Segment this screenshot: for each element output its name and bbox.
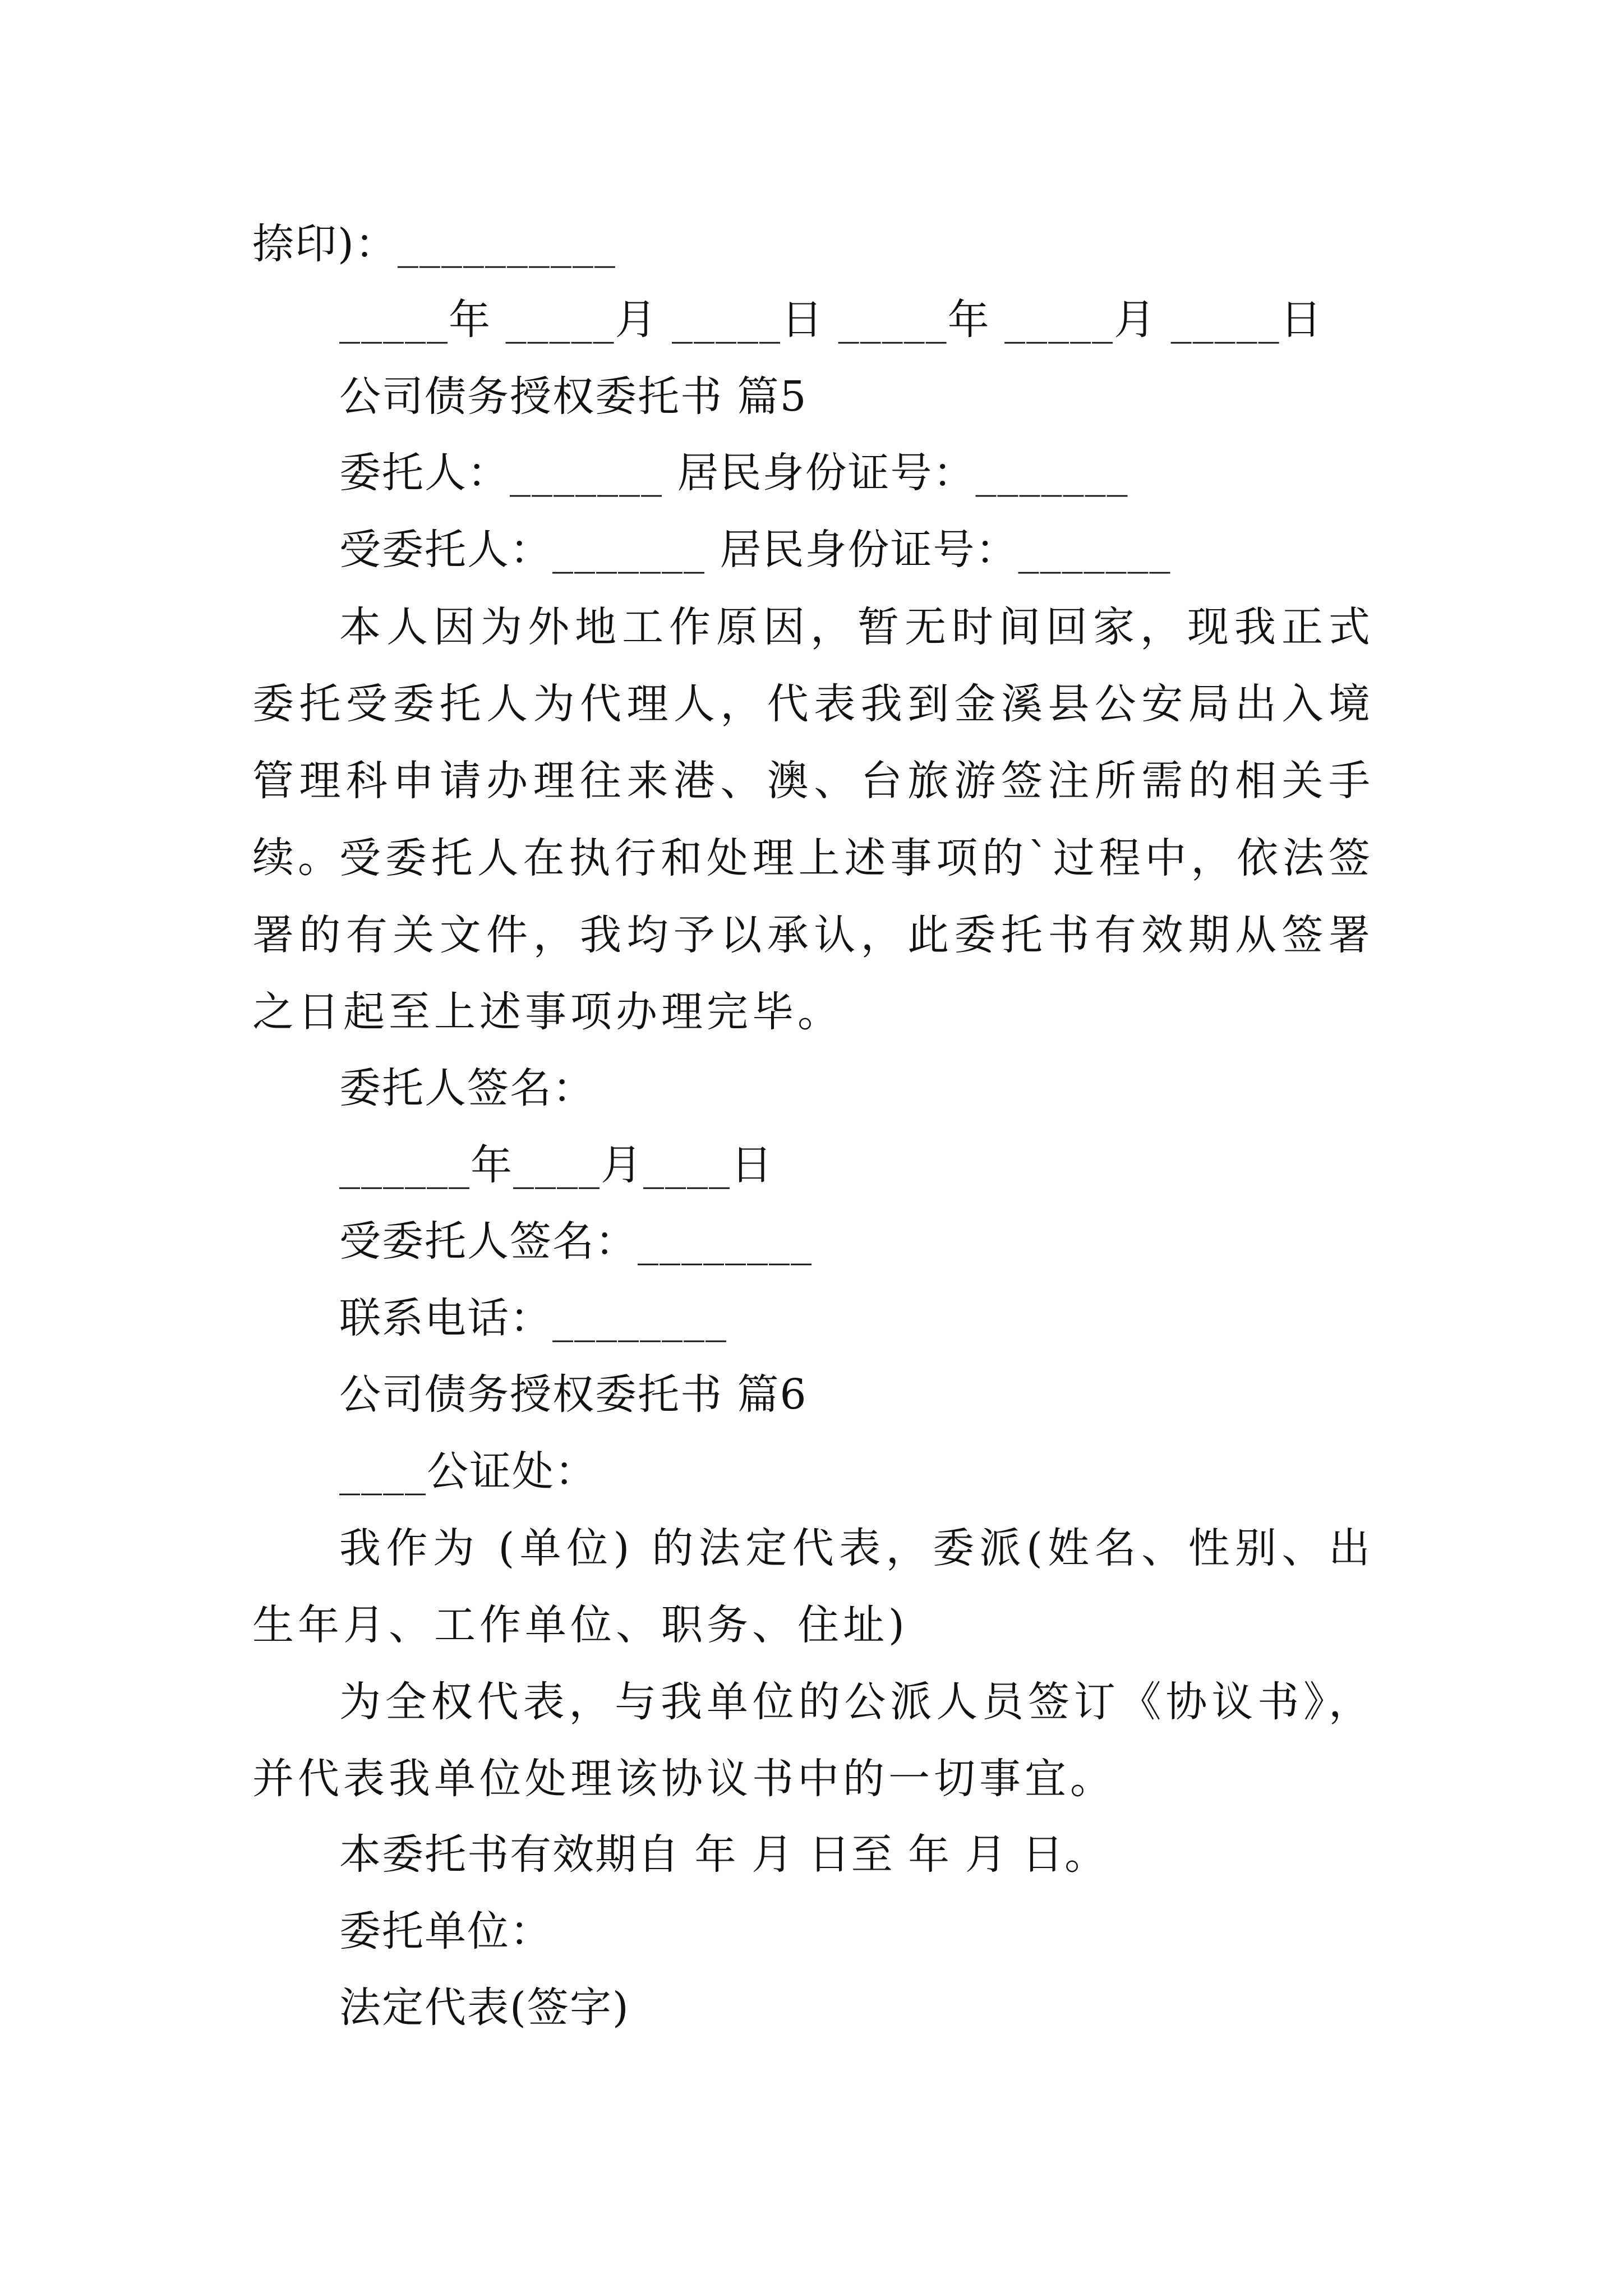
phone-line: 联系电话：________	[339, 1294, 727, 1342]
section-title-5: 公司债务授权委托书 篇5	[339, 372, 808, 421]
paragraph-representative: 我作为 (单位) 的法定代表，委派(姓名、性别、出生年月、工作单位、职务、住址)	[252, 1524, 1374, 1649]
paragraph-full-authority: 为全权代表，与我单位的公派人员签订《协议书》，并代表我单位处理该协议书中的一切事宜。	[252, 1678, 1374, 1803]
legal-representative-line: 法定代表(签字)	[339, 1984, 630, 2032]
date-range-line: _____年 _____月 _____日 _____年 _____月 _____日	[339, 296, 1323, 344]
section-title-6: 公司债务授权委托书 篇6	[339, 1370, 808, 1419]
principal-unit-line: 委托单位：	[339, 1907, 552, 1955]
signature-date-line: ______年____月____日	[339, 1141, 773, 1189]
agent-signature-line: 受委托人签名：________	[339, 1217, 813, 1266]
principal-signature-line: 委托人签名：	[339, 1064, 595, 1112]
principal-line: 委托人：_______ 居民身份证号：_______	[339, 449, 1129, 497]
agent-line: 受委托人：_______ 居民身份证号：_______	[339, 526, 1172, 574]
paragraph-authorization: 本人因为外地工作原因，暂无时间回家，现我正式委托受委托人为代理人，代表我到金溪县公安局出入境管理科申请办理往来港、澳、台旅游签注所需的相关手续。	[252, 603, 1374, 882]
validity-line: 本委托书有效期自 年 月 日至 年 月 日。	[339, 1830, 1108, 1879]
fingerprint-line: 捺印)：__________	[252, 220, 616, 268]
notary-office-line: ____公证处：	[339, 1447, 597, 1496]
paragraph-acknowledgement: 受委托人在执行和处理上述事项的`过程中，依法签署的有关文件，我均予以承认，此委托书有效期从签署之日起至上述事项办理完毕。	[252, 834, 1374, 1036]
